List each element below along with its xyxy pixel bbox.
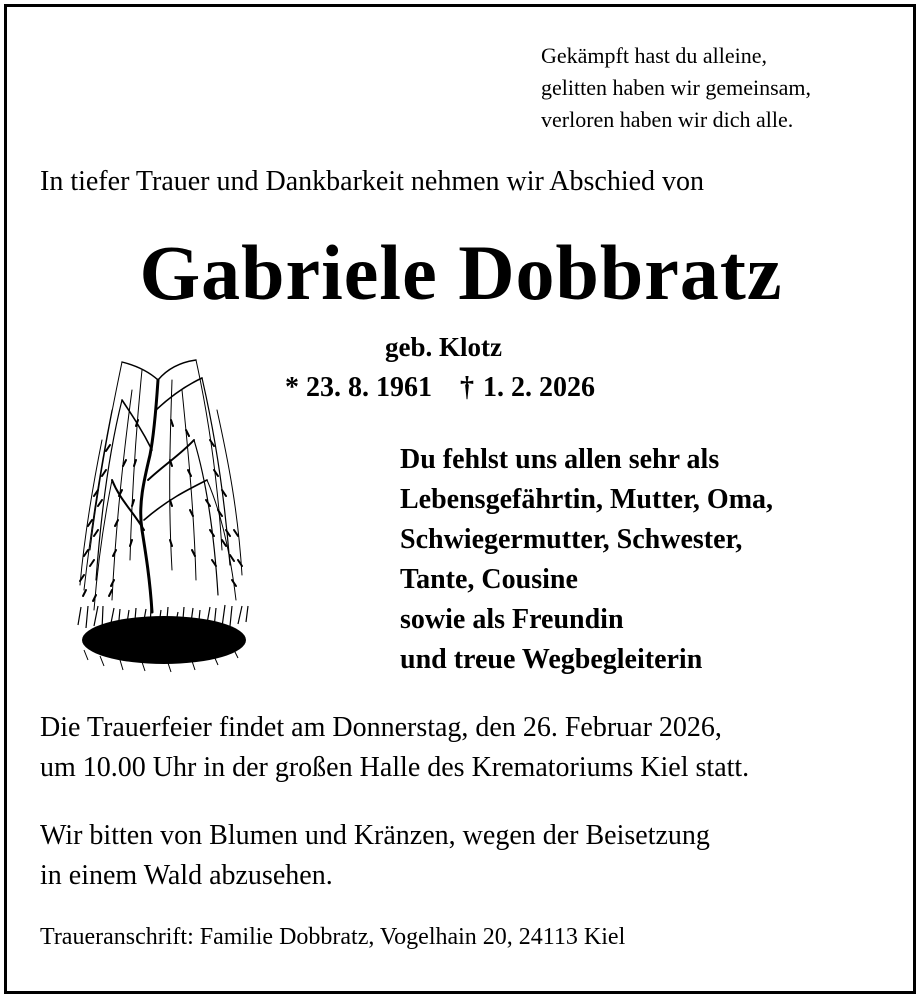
poem-line: verloren haben wir dich alle. — [541, 107, 794, 132]
roles-text — [400, 440, 773, 680]
roles-line: Lebensgefährtin, Mutter, Oma, — [400, 484, 774, 515]
roles-line: Schwiegermutter, Schwester, — [400, 524, 743, 555]
request-line: Wir bitten von Blumen und Kränzen, wegen der Beisetzung — [40, 820, 710, 851]
ceremony-line: Die Trauerfeier findet am Donnerstag, den 26. Februar 2026, — [40, 712, 722, 743]
roles-line: Tante, Cousine — [400, 564, 578, 595]
poem-line: gelitten haben wir gemeinsam, — [541, 75, 812, 100]
weeping-willow-tree-icon — [72, 350, 258, 675]
death-date: 1. 2. 2026 — [483, 372, 595, 403]
roles-line: Du fehlst uns allen sehr als — [400, 444, 720, 475]
intro-text: In tiefer Trauer und Dankbarkeit nehmen wir Abschied von — [40, 166, 705, 197]
request-line: in einem Wald abzusehen. — [40, 860, 333, 891]
ceremony-line: um 10.00 Uhr in der großen Halle des Krematoriums Kiel statt. — [40, 752, 750, 783]
birth-name: geb. Klotz — [385, 332, 502, 362]
poem — [541, 40, 811, 136]
roles-line: und treue Wegbegleiterin — [400, 644, 703, 675]
life-dates — [285, 372, 595, 404]
roles-line: sowie als Freundin — [400, 604, 624, 635]
funeral-request — [40, 816, 710, 896]
deceased-name: Gabriele Dobbratz — [139, 229, 783, 316]
mourning-address: Traueranschrift: Familie Dobbratz, Vogelhain 20, 24113 Kiel — [40, 924, 626, 950]
ceremony-info — [40, 708, 749, 788]
death-cross-icon: † — [460, 372, 474, 403]
birth-date: * 23. 8. 1961 — [285, 372, 432, 403]
poem-line: Gekämpft hast du alleine, — [541, 43, 768, 68]
